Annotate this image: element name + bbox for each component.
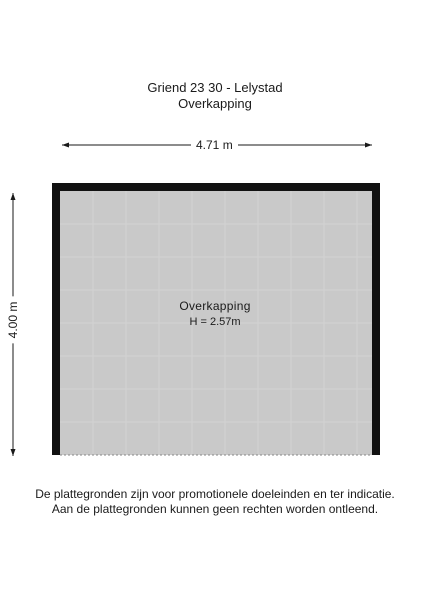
height-dimension-label: 4.00 m [6,297,20,344]
floor-level-title: Overkapping [178,96,252,111]
wall-top [52,183,380,191]
disclaimer-line-1: De plattegronden zijn voor promotionele doeleinden en ter indicatie. [35,487,395,501]
address-title: Griend 23 30 - Lelystad [147,80,283,95]
disclaimer-line-2: Aan de plattegronden kunnen geen rechten worden ontleend. [51,502,379,516]
room-height: H = 2.57m [189,316,241,328]
width-dimension-label: 4.71 m [191,138,238,152]
room-name: Overkapping [179,299,251,313]
